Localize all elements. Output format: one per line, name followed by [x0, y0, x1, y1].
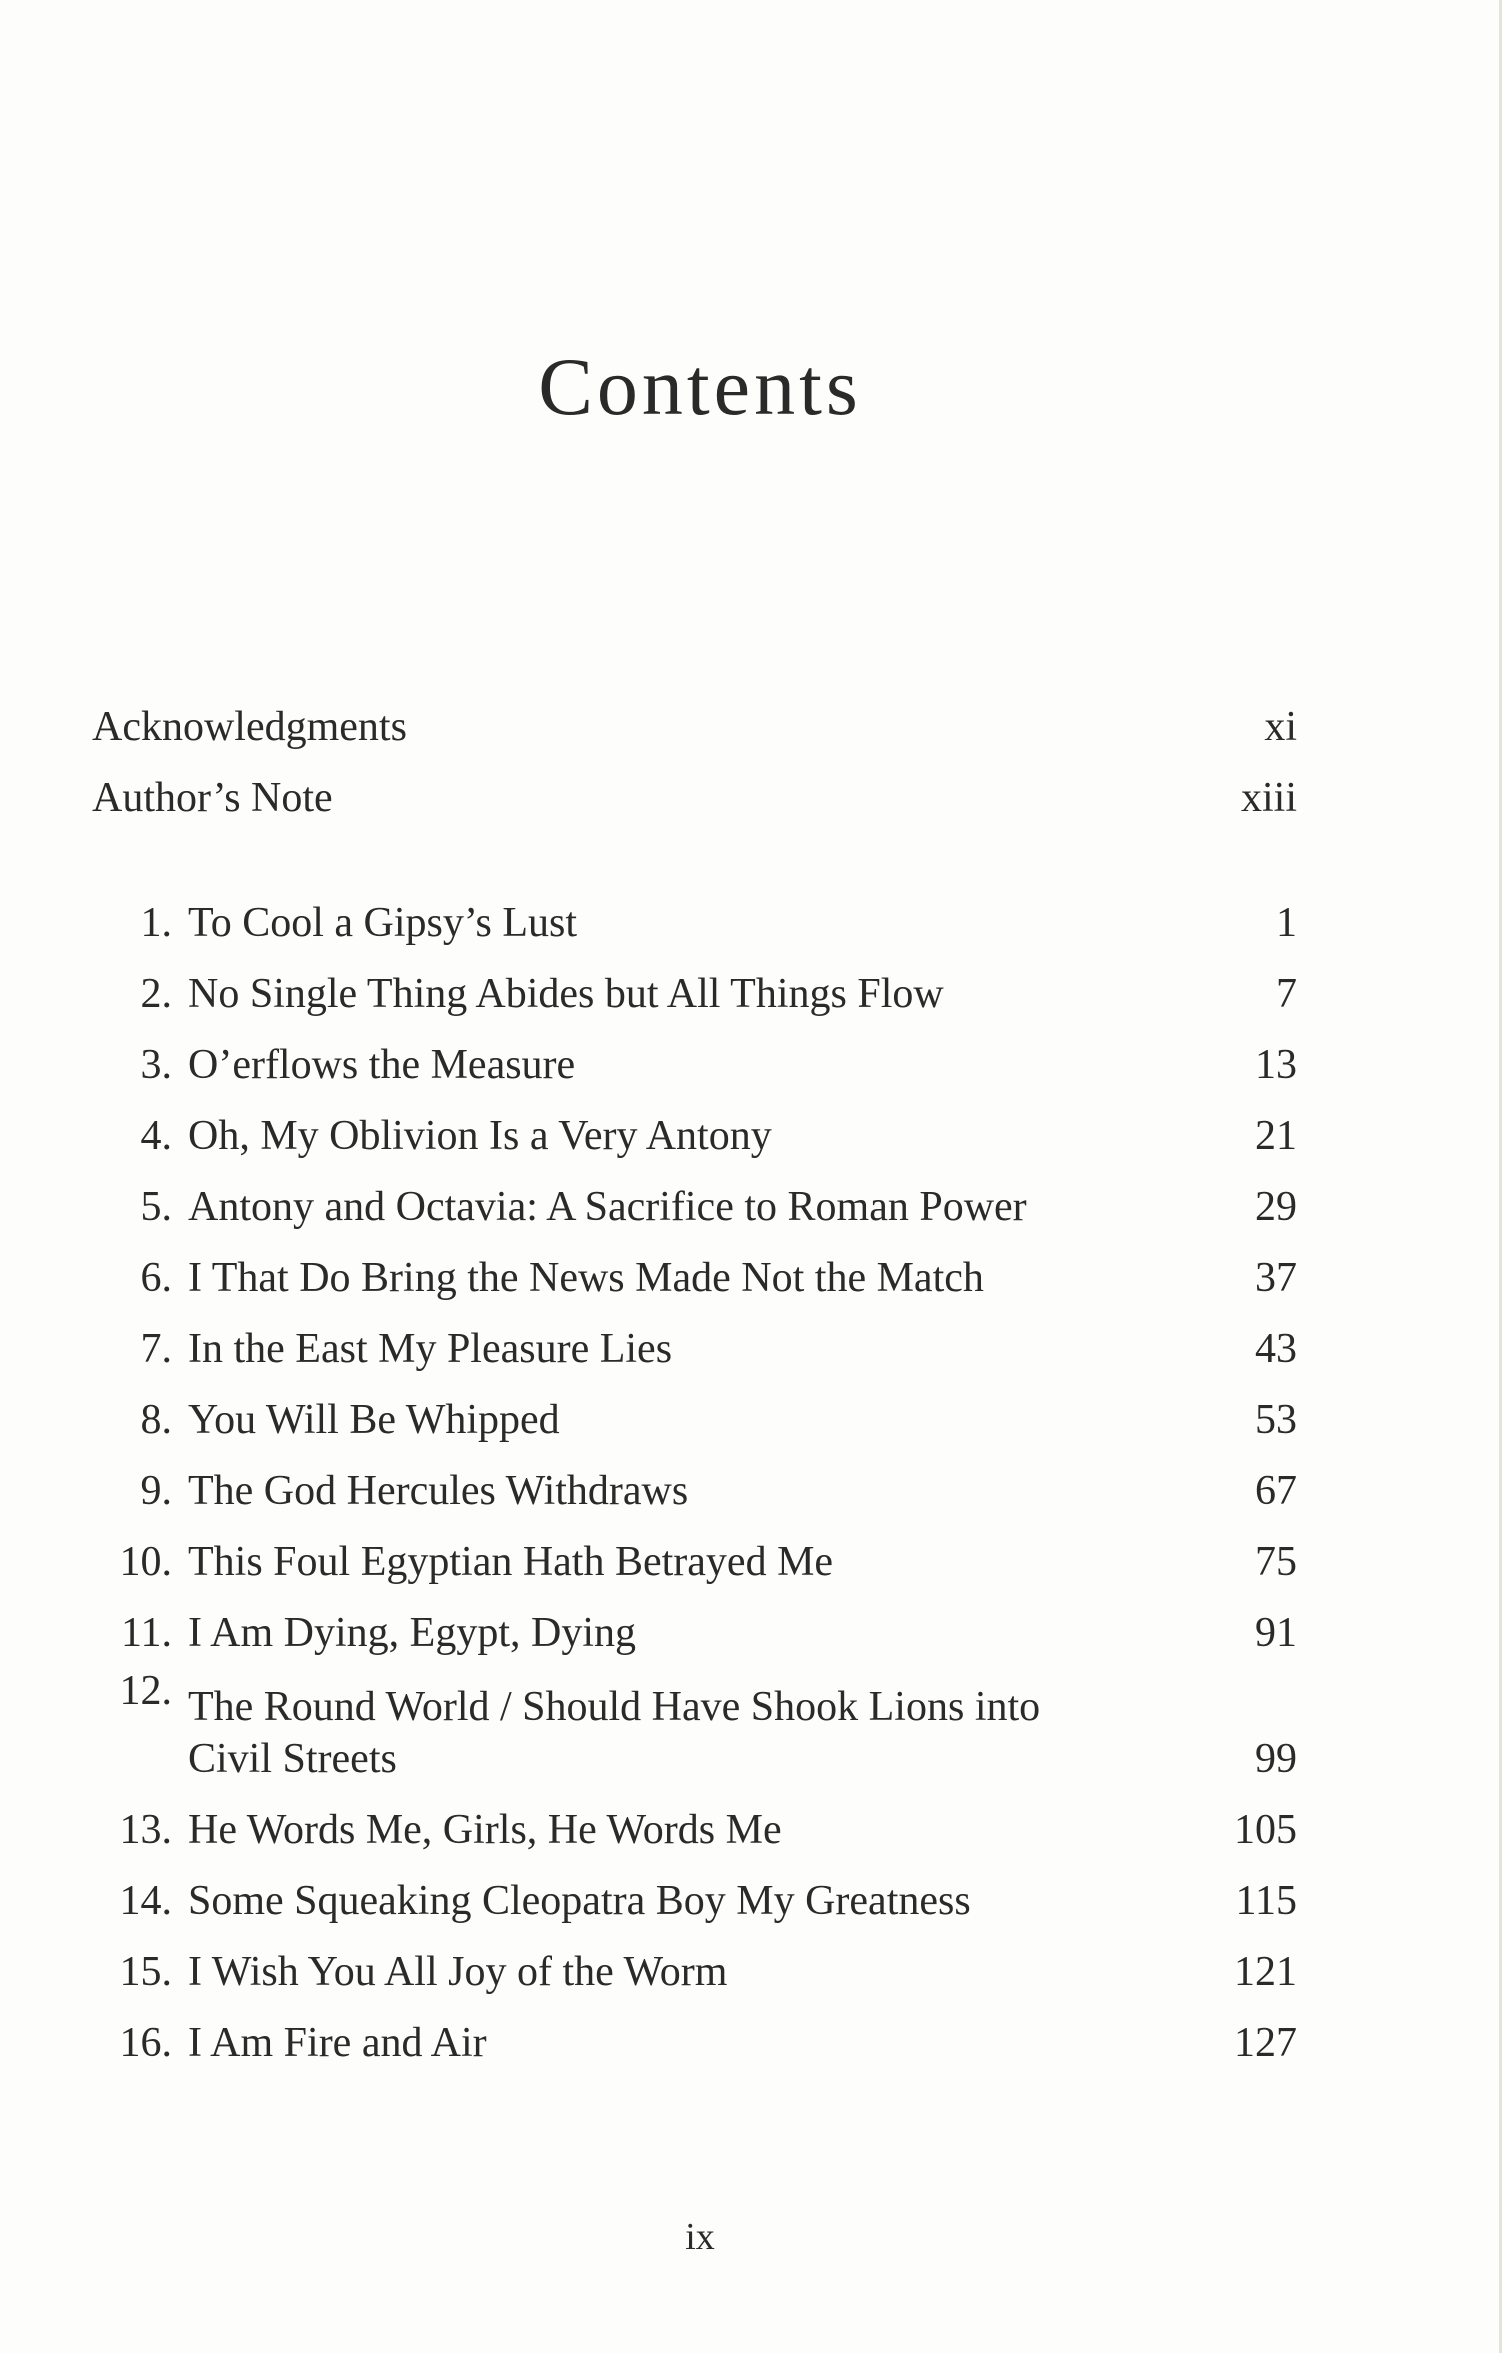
chapter-page: 105: [1234, 1807, 1297, 1853]
chapter-title: To Cool a Gipsy’s Lust: [188, 900, 578, 946]
toc-chapter-4: [92, 1091, 1297, 1162]
toc-entry-authors-note: [92, 753, 1297, 824]
toc-chapter-6: [92, 1233, 1297, 1304]
chapter-page: 21: [1255, 1113, 1297, 1159]
chapter-title: I Am Fire and Air: [188, 2020, 487, 2066]
chapter-title-continued: Civil Streets: [188, 1736, 397, 1782]
toc-chapter-13: [92, 1785, 1297, 1856]
chapter-number: 12.: [119, 1668, 172, 1714]
chapter-number: 11.: [121, 1610, 172, 1656]
chapter-number: 5.: [140, 1184, 172, 1230]
chapter-title: Oh, My Oblivion Is a Very Antony: [188, 1113, 772, 1159]
chapter-title: O’erflows the Measure: [188, 1042, 576, 1088]
chapter-page: 29: [1255, 1184, 1297, 1230]
chapter-title: No Single Thing Abides but All Things Flow: [188, 971, 944, 1017]
front-matter-list: [92, 682, 1297, 824]
chapter-title: I Wish You All Joy of the Worm: [188, 1949, 728, 1995]
chapter-number: 10.: [119, 1539, 172, 1585]
chapter-page: 67: [1255, 1468, 1297, 1514]
chapter-page: 121: [1234, 1949, 1297, 1995]
chapter-title: The Round World / Should Have Shook Lions into: [188, 1684, 1041, 1730]
toc-entry-label: Author’s Note: [92, 775, 333, 821]
toc-entry-acknowledgments: [92, 682, 1297, 753]
chapter-page: 53: [1255, 1397, 1297, 1443]
chapter-number: 7.: [140, 1326, 172, 1372]
chapter-page: 99: [1255, 1736, 1297, 1782]
chapter-title: I That Do Bring the News Made Not the Match: [188, 1255, 984, 1301]
chapter-number: 3.: [140, 1042, 172, 1088]
chapter-number: 4.: [140, 1113, 172, 1159]
toc-chapter-16: [92, 1998, 1297, 2069]
chapter-number: 8.: [140, 1397, 172, 1443]
chapter-title-block: [172, 1681, 1177, 1785]
toc-chapter-5: [92, 1162, 1297, 1233]
toc-chapter-14: [92, 1856, 1297, 1927]
chapter-page: 1: [1276, 900, 1297, 946]
toc-chapter-1: [92, 878, 1297, 949]
chapter-title: Some Squeaking Cleopatra Boy My Greatness: [188, 1878, 971, 1924]
toc-entry-label: Acknowledgments: [92, 704, 407, 750]
chapter-title: I Am Dying, Egypt, Dying: [188, 1610, 636, 1656]
chapter-page: 127: [1234, 2020, 1297, 2066]
chapter-page: 37: [1255, 1255, 1297, 1301]
chapter-page: 91: [1255, 1610, 1297, 1656]
toc-entry-page: xi: [1264, 704, 1297, 750]
page-title: Contents: [538, 341, 862, 432]
toc-chapter-11: [92, 1588, 1297, 1659]
chapter-number: 15.: [119, 1949, 172, 1995]
chapter-number: 9.: [140, 1468, 172, 1514]
chapter-title: The God Hercules Withdraws: [188, 1468, 689, 1514]
chapter-number: 14.: [119, 1878, 172, 1924]
chapter-list: [92, 878, 1297, 2069]
page-folio: ix: [685, 2216, 715, 2258]
toc-chapter-9: [92, 1446, 1297, 1517]
toc-chapter-3: [92, 1020, 1297, 1091]
chapter-page: 115: [1235, 1878, 1297, 1924]
toc-entry-page: xiii: [1240, 775, 1297, 821]
toc-chapter-10: [92, 1517, 1297, 1588]
chapter-number: 16.: [119, 2020, 172, 2066]
chapter-page: 13: [1255, 1042, 1297, 1088]
chapter-title: He Words Me, Girls, He Words Me: [188, 1807, 782, 1853]
chapter-page: 7: [1276, 971, 1297, 1017]
chapter-number: 1.: [140, 900, 172, 946]
chapter-number: 13.: [119, 1807, 172, 1853]
chapter-title: You Will Be Whipped: [188, 1397, 560, 1443]
chapter-page: 75: [1255, 1539, 1297, 1585]
chapter-title: In the East My Pleasure Lies: [188, 1326, 673, 1372]
chapter-title: This Foul Egyptian Hath Betrayed Me: [188, 1539, 834, 1585]
toc-chapter-8: [92, 1375, 1297, 1446]
toc-chapter-7: [92, 1304, 1297, 1375]
chapter-number: 6.: [140, 1255, 172, 1301]
toc-chapter-15: [92, 1927, 1297, 1998]
toc-chapter-12: [92, 1659, 1297, 1785]
chapter-page: 43: [1255, 1326, 1297, 1372]
chapter-title: Antony and Octavia: A Sacrifice to Roman Power: [188, 1184, 1027, 1230]
chapter-number: 2.: [140, 971, 172, 1017]
toc-chapter-2: [92, 949, 1297, 1020]
